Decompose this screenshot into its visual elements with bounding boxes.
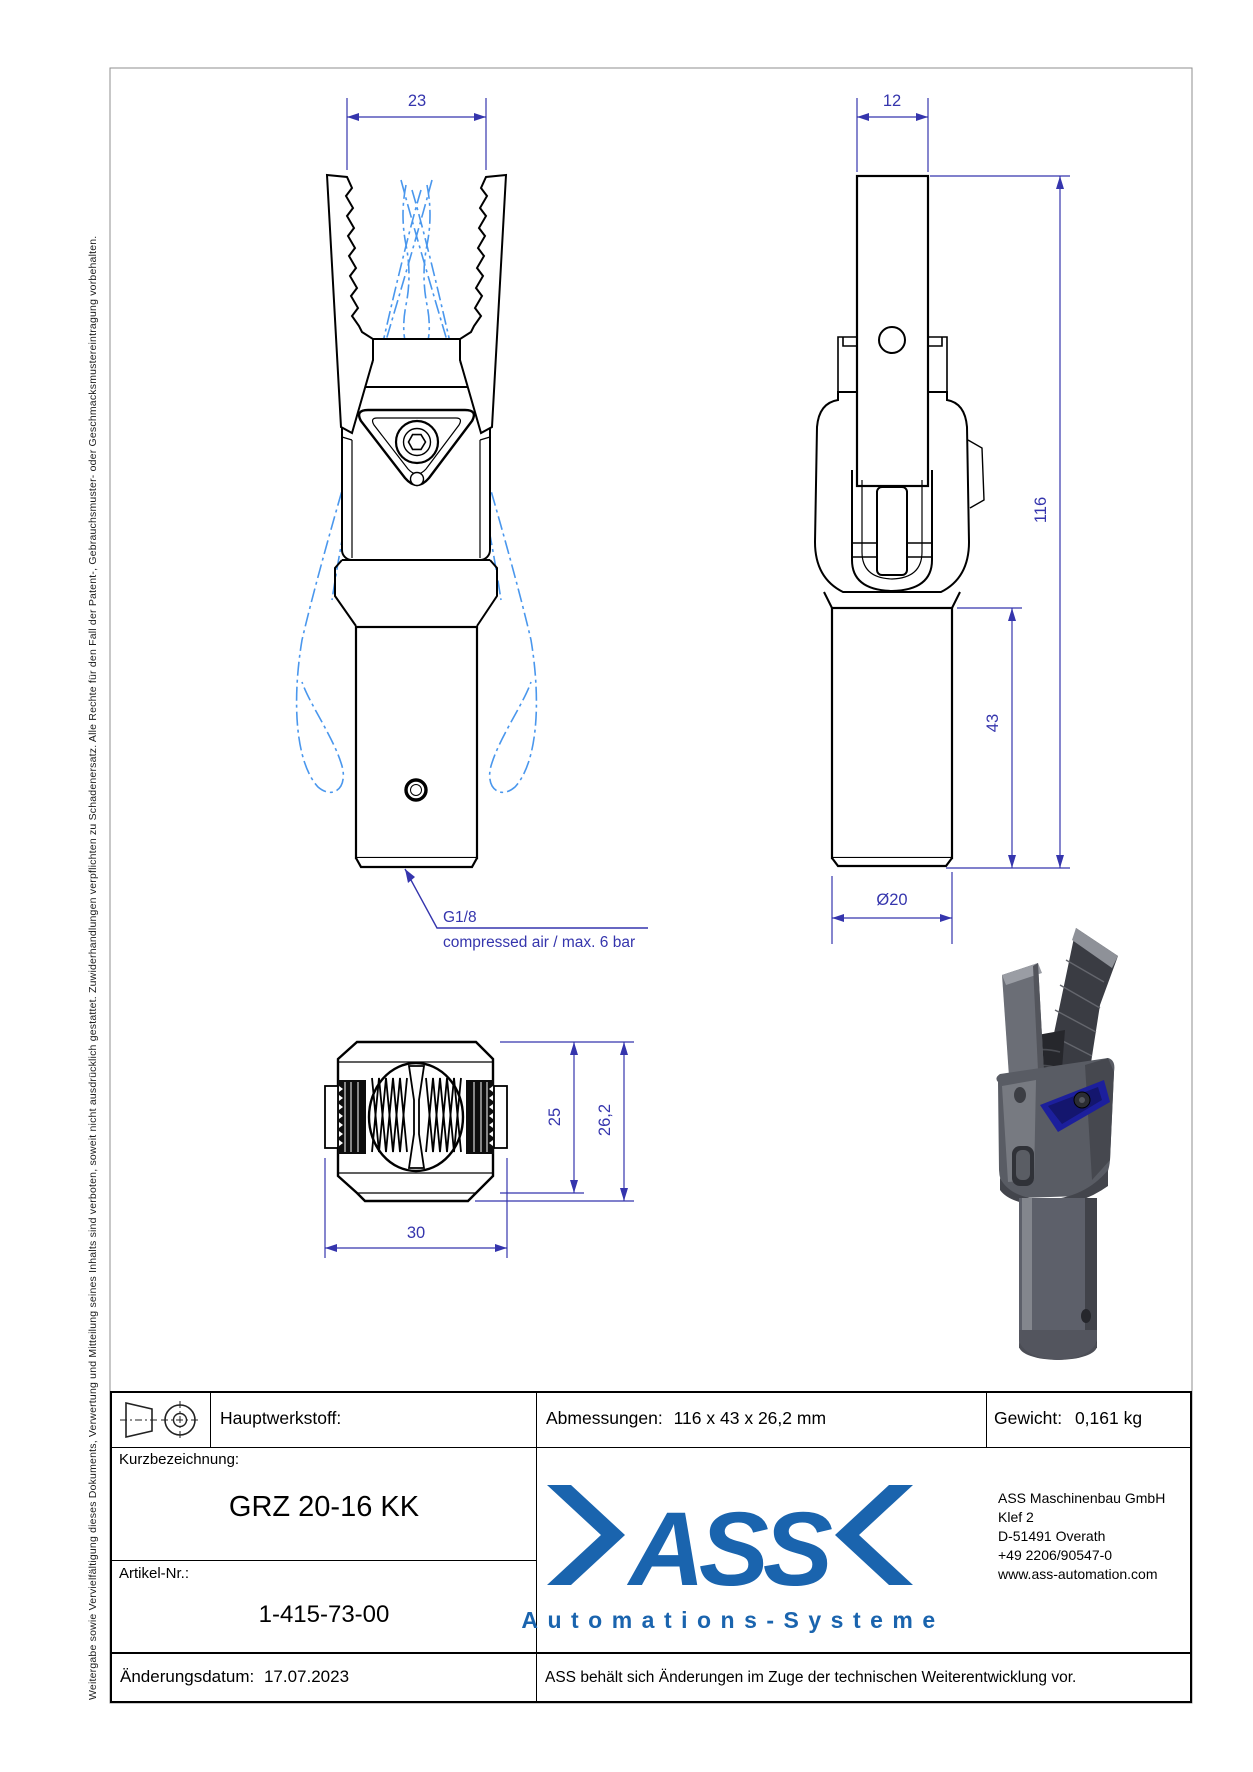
weight-cell: [994, 1408, 1142, 1429]
short-name-value: GRZ 20-16 KK: [228, 1491, 420, 1523]
dim-shaft-length: [957, 608, 1022, 868]
address-line: +49 2206/90547-0: [998, 1547, 1113, 1563]
logo-subtitle: Automations-Systeme: [521, 1607, 945, 1633]
front-view: [297, 92, 648, 951]
address-line: ASS Maschinenbau GmbH: [998, 1490, 1166, 1506]
address-line: Klef 2: [998, 1509, 1034, 1525]
logo-chevron-right-icon: [547, 1485, 625, 1585]
dimensions-cell: [546, 1408, 826, 1429]
legal-disclaimer-vertical: Weitergabe sowie Vervielfältigung dieses Dokuments, Verwertung und Mitteilung seines Inhalts sind verboten, soweit nicht ausdrücklich gestattet. Zuwiderhandlungen verpflichten zu Schadenersatz. Alle Rechte für den Fall der Patent-, Gebrauchsmuster- oder Geschmacksmustereintragung vorbehalten.: [87, 235, 99, 1700]
article-no-value: 1-415-73-00: [258, 1601, 390, 1628]
shoulder-lines: [335, 560, 497, 626]
dimensions-value: 116 x 43 x 26,2 mm: [673, 1408, 827, 1428]
air-port-leader: [405, 869, 648, 951]
dim-inner-height-label: 25: [546, 1107, 564, 1127]
dim-shaft-diameter-label: Ø20: [876, 891, 908, 909]
side-view: [815, 92, 1070, 944]
shaft-front: [356, 627, 477, 858]
divider: [112, 1447, 1190, 1448]
material-label: Hauptwerkstoff:: [220, 1408, 342, 1428]
side-chamfer: [824, 592, 960, 608]
right-pad-tab: [494, 1086, 507, 1148]
weight-label: Gewicht:: [994, 1408, 1063, 1428]
short-name-label: Kurzbezeichnung:: [119, 1451, 240, 1468]
dim-jaw-opening-label: 23: [407, 92, 427, 110]
article-no-label: Artikel-Nr.:: [119, 1565, 190, 1582]
change-date-label: Änderungsdatum:: [120, 1667, 255, 1686]
projection-symbol-icon: [120, 1398, 204, 1442]
dimensions-label: Abmessungen:: [546, 1408, 663, 1428]
gripper-3d-render: [996, 928, 1118, 1360]
dim-outer-height-label: 26,2: [596, 1103, 614, 1137]
bottom-view: [325, 1042, 634, 1258]
change-date-value: 17.07.2023: [263, 1667, 350, 1686]
side-body-bump: [968, 440, 984, 508]
port-thread-label: G1/8: [443, 909, 477, 926]
dim-shaft-length-label: 43: [984, 713, 1002, 733]
air-port-hole: [406, 780, 426, 800]
revision-note: ASS behält sich Änderungen im Zuge der technischen Weiterentwicklung vor.: [545, 1669, 1077, 1686]
shaft-chamfer-side: [832, 858, 952, 866]
shaft-side: [832, 608, 952, 858]
dim-total-length-label: 116: [1032, 496, 1050, 524]
divider: [536, 1393, 537, 1701]
address-line: www.ass-automation.com: [998, 1566, 1158, 1582]
logo-text: ASS: [629, 1491, 827, 1608]
weight-value: 0,161 kg: [1074, 1408, 1143, 1428]
divider: [112, 1560, 536, 1561]
ass-logo: [521, 1473, 985, 1638]
title-block: [110, 1391, 1192, 1703]
arm-pivot-hole: [879, 327, 905, 353]
left-pad-tab: [325, 1086, 338, 1148]
logo-chevron-left-icon: [835, 1485, 913, 1585]
divider: [210, 1393, 211, 1447]
divider: [112, 1652, 1190, 1654]
company-address: [998, 1489, 1165, 1584]
port-note-label: compressed air / max. 6 bar: [443, 934, 636, 951]
dim-width-label: 30: [406, 1224, 426, 1242]
shaft-chamfer-front: [356, 858, 477, 867]
address-line: D-51491 Overath: [998, 1528, 1106, 1544]
change-date-cell: [120, 1667, 349, 1687]
dim-arm-width-label: 12: [882, 92, 902, 110]
divider: [986, 1393, 987, 1447]
